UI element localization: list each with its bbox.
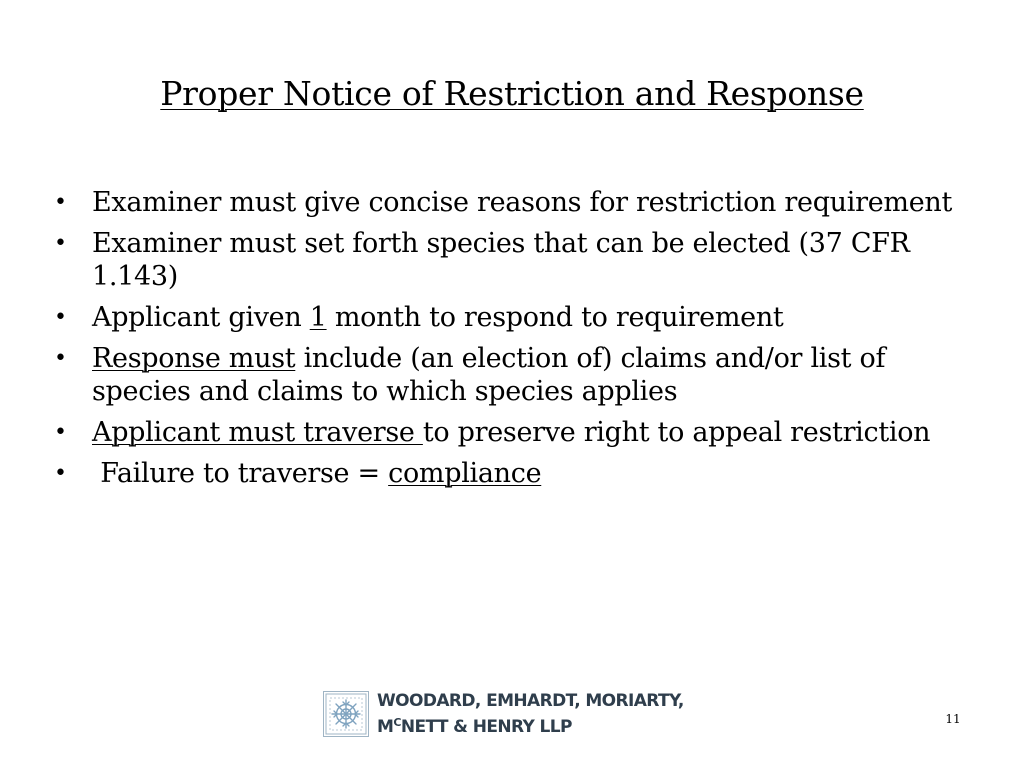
bullet-item	[54, 416, 964, 449]
bullet-text: include (an election of) claims and/or list of species and claims to which species applies	[92, 343, 886, 407]
bullet-text: Failure to traverse =	[92, 458, 389, 489]
bullet-item	[54, 301, 964, 334]
bullet-item	[54, 457, 964, 490]
firm-name	[377, 690, 684, 738]
bullet-text-underlined: 1	[309, 302, 327, 333]
bullet-marker: •	[54, 190, 67, 215]
firm-name-rest: NETT & HENRY LLP	[400, 717, 572, 737]
firm-name-superscript: C	[393, 716, 401, 729]
firm-logo	[323, 690, 684, 738]
bullet-item	[54, 186, 964, 219]
firm-name-prefix: M	[377, 717, 394, 737]
bullet-list	[54, 186, 964, 498]
bullet-text: Examiner must give concise reasons for restriction requirement	[92, 187, 953, 218]
bullet-marker: •	[54, 346, 67, 371]
bullet-text: Applicant given	[92, 302, 310, 333]
bullet-text: month to respond to requirement	[326, 302, 784, 333]
bullet-marker: •	[54, 420, 67, 445]
bullet-text-underlined: Applicant must traverse	[92, 417, 423, 448]
bullet-text: to preserve right to appeal restriction	[422, 417, 931, 448]
firm-name-line-1: WOODARD, EMHARDT, MORIARTY,	[377, 691, 684, 711]
bullet-marker: •	[54, 461, 67, 486]
bullet-text-underlined: compliance	[388, 458, 542, 489]
bullet-marker: •	[54, 305, 67, 330]
bullet-item	[54, 342, 964, 408]
bullet-text-underlined: Response must	[92, 343, 296, 374]
firm-name-line-2	[377, 712, 684, 738]
bullet-text: Examiner must set forth species that can be elected (37 CFR 1.143)	[92, 228, 910, 292]
bullet-marker: •	[54, 231, 67, 256]
page-number: 11	[945, 712, 961, 726]
bullet-item	[54, 227, 964, 293]
slide-title: Proper Notice of Restriction and Response	[160, 74, 864, 113]
snowflake-emblem-graphic	[324, 692, 368, 736]
snowflake-emblem-icon	[323, 691, 369, 737]
